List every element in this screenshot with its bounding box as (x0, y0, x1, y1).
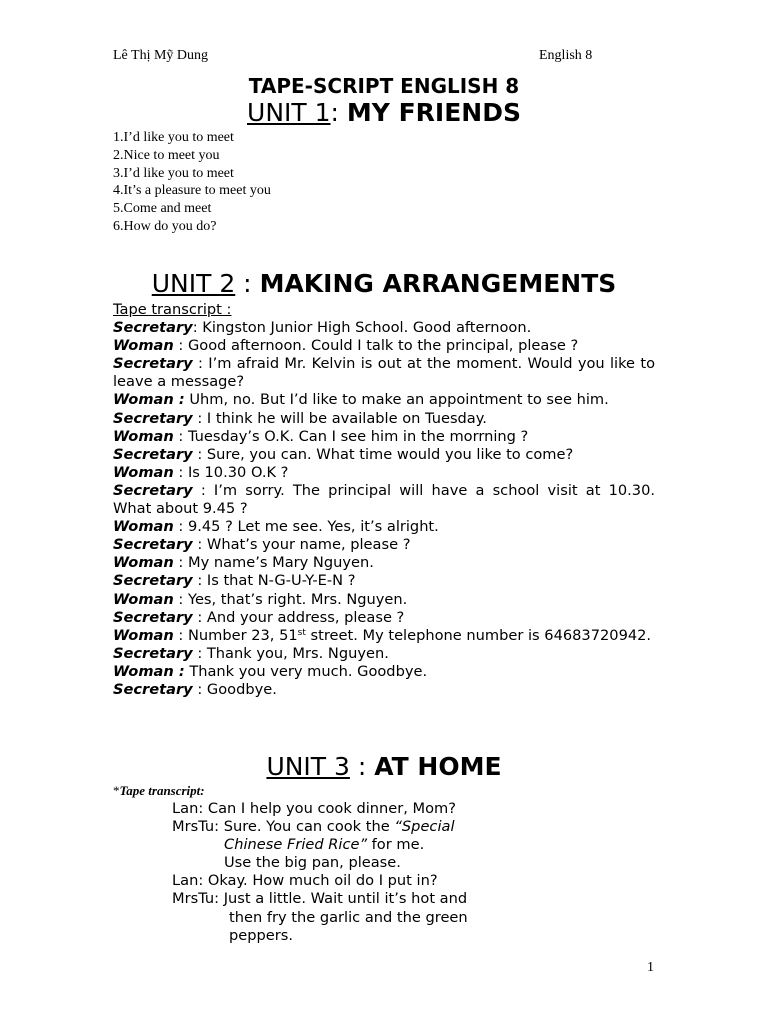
line-text: : Sure, you can. What time would you like to come? (192, 445, 574, 463)
speaker-name: Woman (113, 518, 174, 536)
speaker-name: Woman (113, 590, 174, 608)
ordinal-suffix: st (297, 627, 306, 638)
speaker-name: Secretary (113, 445, 193, 463)
unit3-dialogue (172, 800, 468, 945)
line-text: : What’s your name, please ? (192, 536, 411, 554)
line-text: Thank you very much. Goodbye. (184, 662, 428, 680)
author-name: Lê Thị Mỹ Dung (113, 48, 209, 63)
unit3-label: UNIT 3 (266, 752, 350, 781)
line-text: : Is 10.30 O.K ? (173, 463, 289, 481)
speaker-name: Woman : (113, 391, 185, 409)
speaker-name: Woman (113, 554, 174, 572)
dialogue-line (113, 681, 655, 699)
list-item: 3.I’d like you to meet (113, 165, 234, 181)
speaker-name: Secretary (113, 680, 193, 698)
list-item: 2.Nice to meet you (113, 147, 220, 163)
asterisk: * (113, 783, 120, 798)
dialogue-line (113, 572, 655, 590)
line-text: : Kingston Junior High School. Good afternoon. (192, 319, 532, 337)
speaker-name: Woman (113, 626, 174, 644)
unit3-title: AT HOME (374, 752, 502, 781)
speaker-name: Secretary (113, 572, 193, 590)
dish-name: “Special (394, 818, 455, 836)
dialogue-line (113, 428, 655, 446)
document-title: TAPE-SCRIPT ENGLISH 8 (248, 74, 520, 98)
speaker-name: Secretary (113, 409, 193, 427)
line-text: : Good afternoon. Could I talk to the principal, please ? (173, 337, 579, 355)
line-text: : I think he will be available on Tuesday. (192, 409, 487, 427)
line-text: : Is that N-G-U-Y-E-N ? (192, 572, 356, 590)
unit2-dialogue (113, 301, 655, 699)
dialogue-line (113, 355, 655, 391)
unit1-title: MY FRIENDS (346, 98, 521, 127)
list-item: 4.It’s a pleasure to meet you (113, 183, 271, 199)
line-text: : Thank you, Mrs. Nguyen. (192, 644, 389, 662)
line-text: : I’m sorry. The principal will have a school visit at 10.30. What about 9.45 ? (113, 481, 655, 518)
unit2-label: UNIT 2 (151, 269, 236, 298)
unit2-heading (113, 269, 655, 298)
transcript-label: Tape transcript: (119, 783, 205, 798)
dialogue-line (113, 645, 655, 663)
unit1-label: UNIT 1 (247, 98, 331, 127)
dialogue-line (113, 554, 655, 572)
dialogue-line (172, 836, 468, 854)
unit3-heading (113, 752, 655, 781)
unit3-transcript-label (113, 783, 205, 799)
dialogue-line: Lan: Okay. How much oil do I put in? (172, 872, 438, 890)
unit1-heading (113, 98, 655, 127)
dialogue-line (113, 464, 655, 482)
dialogue-line (113, 319, 655, 337)
line-text: : My name’s Mary Nguyen. (173, 554, 374, 572)
speaker-name: Woman (113, 337, 174, 355)
list-item: 6.How do you do? (113, 218, 217, 234)
course-name: English 8 (539, 48, 593, 63)
dialogue-line (113, 391, 655, 409)
dialogue-line (113, 518, 655, 536)
line-text: Uhm, no. But I’d like to make an appointment to see him. (184, 391, 609, 409)
line-text: : Number 23, 51 (173, 626, 298, 644)
speaker-name: Woman (113, 427, 174, 445)
speaker-name: Secretary (113, 536, 193, 554)
dialogue-line: Use the big pan, please. (224, 854, 401, 872)
speaker-name: Secretary (113, 608, 193, 626)
line-text: MrsTu: Sure. You can cook the (172, 818, 395, 836)
dialogue-line (113, 591, 655, 609)
line-text: : I’m afraid Mr. Kelvin is out at the moment. Would you like to leave a message? (113, 355, 655, 391)
speaker-name: Secretary (113, 355, 193, 373)
dialogue-line (113, 627, 655, 645)
line-text: : And your address, please ? (192, 608, 405, 626)
unit2-title: MAKING ARRANGEMENTS (259, 269, 617, 298)
dialogue-line (113, 609, 655, 627)
speaker-name: Woman (113, 463, 174, 481)
speaker-name: Woman : (113, 662, 185, 680)
line-text: : Goodbye. (192, 680, 277, 698)
line-text: for me. (367, 836, 425, 854)
unit1-separator: : (330, 98, 339, 127)
unit1-phrase-list (113, 129, 271, 236)
dialogue-line (113, 482, 655, 518)
dialogue-line (113, 663, 655, 681)
dialogue-line (172, 818, 468, 836)
dialogue-line (113, 337, 655, 355)
line-text: : Yes, that’s right. Mrs. Nguyen. (173, 590, 408, 608)
unit3-separator: : (349, 752, 375, 781)
unit2-separator: : (235, 269, 260, 298)
dialogue-line (113, 410, 655, 428)
list-item: 5.Come and meet (113, 201, 212, 217)
list-item: 1.I’d like you to meet (113, 130, 234, 145)
line-text: : Tuesday’s O.K. Can I see him in the morrning ? (173, 427, 529, 445)
speaker-name: Secretary (113, 644, 193, 662)
dialogue-line (113, 536, 655, 554)
line-text: street. My telephone number is 64683720942. (305, 626, 652, 644)
page-number: 1 (647, 960, 654, 975)
line-text: : 9.45 ? Let me see. Yes, it’s alright. (173, 518, 439, 536)
speaker-name: Secretary (113, 319, 193, 337)
transcript-label: Tape transcript : (113, 301, 232, 318)
dish-name: Chinese Fried Rice” (224, 836, 368, 854)
dialogue-line (113, 446, 655, 464)
dialogue-line: MrsTu: Just a little. Wait until it’s hot and (172, 890, 468, 908)
dialogue-line: peppers. (229, 926, 293, 944)
dialogue-line: then fry the garlic and the green (229, 908, 468, 926)
speaker-name: Secretary (113, 481, 193, 499)
dialogue-line: Lan: Can I help you cook dinner, Mom? (172, 800, 457, 817)
